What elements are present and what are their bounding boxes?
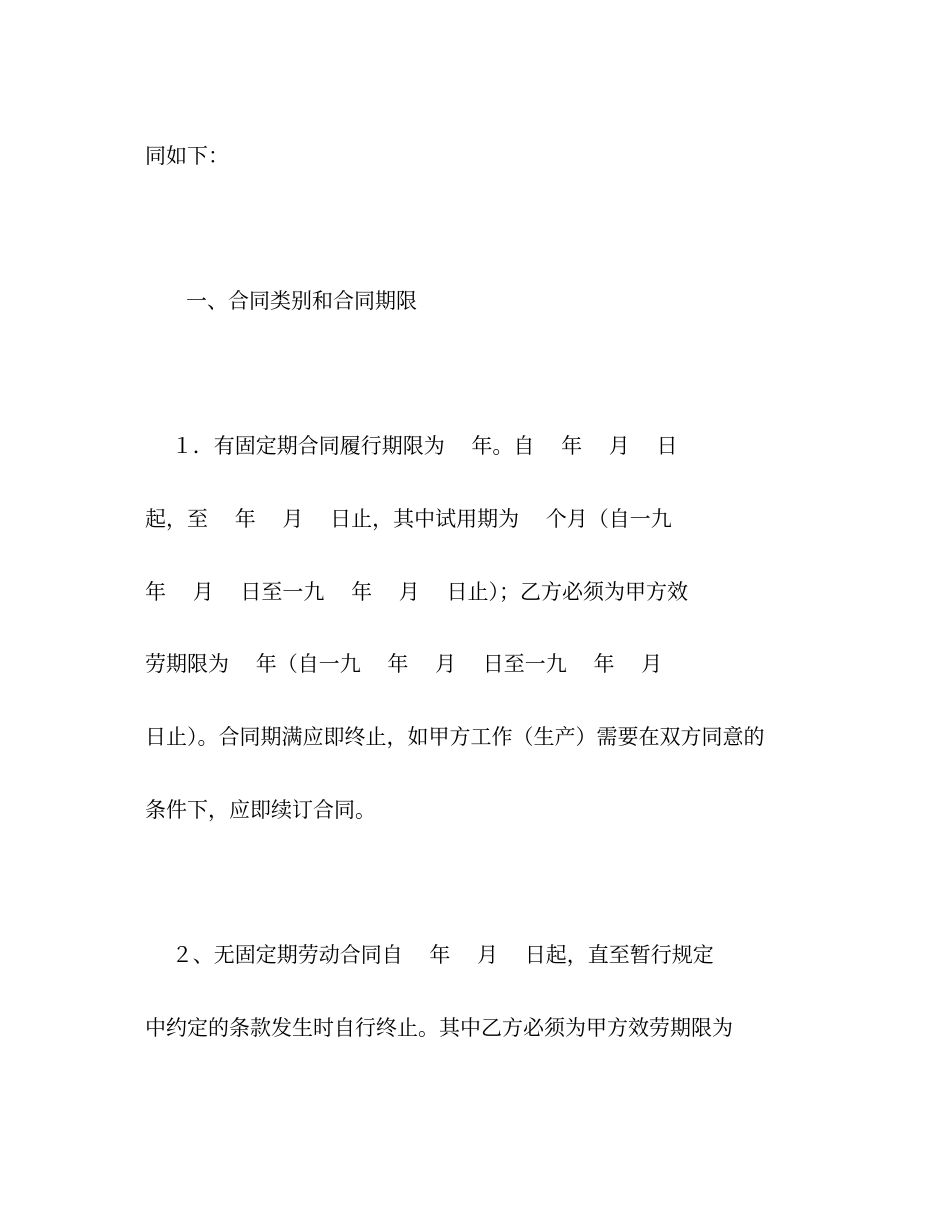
text-line: 同如下： [145,144,229,168]
text-line: ２、无固定期劳动合同自 年 月 日起，直至暂行规定 [145,943,714,967]
text-line: 年 月 日至一九 年 月 日止）；乙方必须为甲方效 [145,580,689,604]
text-line: 起，至 年 月 日止，其中试用期为 个月（自一九 [145,507,672,531]
section-heading: 一、合同类别和合同期限 [186,289,417,313]
text-line: 条件下，应即续订合同。 [145,798,376,822]
text-line: 劳期限为 年（自一九 年 月 日至一九 年 月 [145,652,663,676]
text-line: 中约定的条款发生时自行终止。其中乙方必须为甲方效劳期限为 [145,1016,733,1040]
text-line: 日止）。合同期满应即终止，如甲方工作（生产）需要在双方同意的 [145,725,765,749]
text-line: １．有固定期合同履行期限为 年。自 年 月 日 [145,434,678,458]
